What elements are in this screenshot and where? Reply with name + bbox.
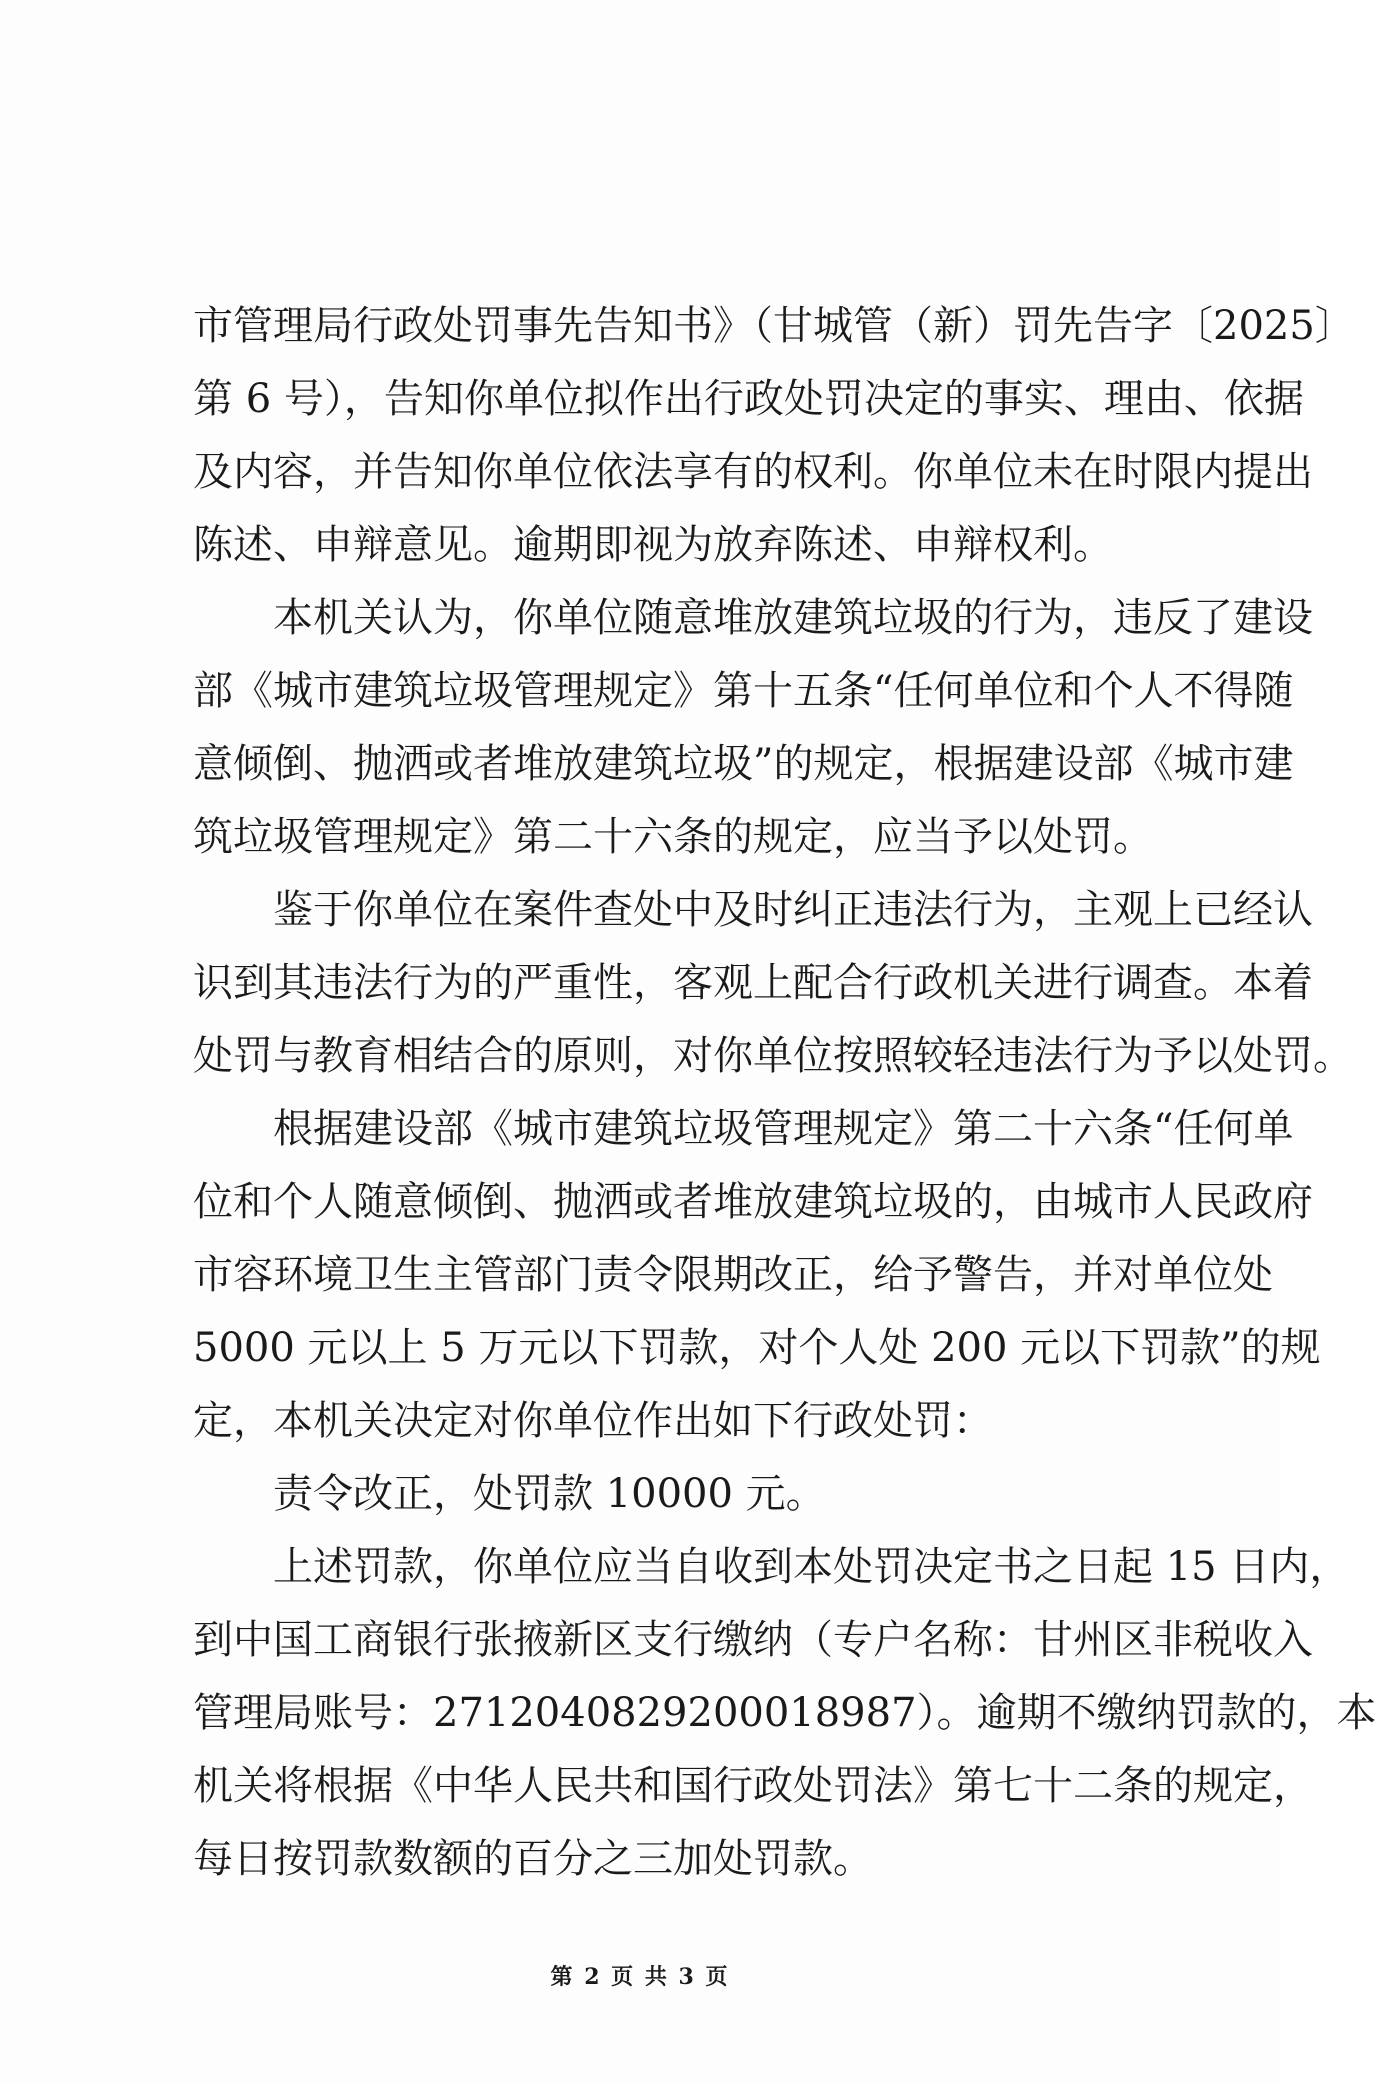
text-line: 意倾倒、抛洒或者堆放建筑垃圾”的规定，根据建设部《城市建 [193,741,1294,787]
text-line: 到中国工商银行张掖新区支行缴纳（专户名称：甘州区非税收入 [193,1617,1313,1663]
text-line: 定，本机关决定对你单位作出如下行政处罚： [193,1398,993,1444]
text-line: 管理局账号：2712040829200018987）。逾期不缴纳罚款的，本 [193,1690,1377,1736]
text-line: 识到其违法行为的严重性，客观上配合行政机关进行调查。本着 [193,960,1313,1006]
page-number: 第 2 页 共 3 页 [550,1964,730,1990]
text-line: 第 6 号），告知你单位拟作出行政处罚决定的事实、理由、依据 [193,376,1304,422]
penalty-line: 责令改正，处罚款 10000 元。 [273,1471,826,1517]
text-line: 处罚与教育相结合的原则，对你单位按照较轻违法行为予以处罚。 [193,1033,1353,1079]
text-line: 及内容，并告知你单位依法享有的权利。你单位未在时限内提出 [193,449,1313,495]
text-line: 机关将根据《中华人民共和国行政处罚法》第七十二条的规定， [193,1763,1313,1809]
text-line: 位和个人随意倾倒、抛洒或者堆放建筑垃圾的，由城市人民政府 [193,1179,1313,1225]
text-line: 上述罚款，你单位应当自收到本处罚决定书之日起 15 日内， [273,1544,1350,1590]
text-line: 5000 元以上 5 万元以下罚款，对个人处 200 元以下罚款”的规 [193,1325,1321,1371]
text-line: 市管理局行政处罚事先告知书》（甘城管（新）罚先告字〔2025〕 [193,303,1355,349]
document-body [193,290,1377,1896]
text-line: 根据建设部《城市建筑垃圾管理规定》第二十六条“任何单 [273,1106,1294,1152]
text-line: 本机关认为，你单位随意堆放建筑垃圾的行为，违反了建设 [273,595,1313,641]
text-line: 鉴于你单位在案件查处中及时纠正违法行为，主观上已经认 [273,887,1313,933]
text-line: 市容环境卫生主管部门责令限期改正，给予警告，并对单位处 [193,1252,1273,1298]
text-line: 筑垃圾管理规定》第二十六条的规定，应当予以处罚。 [193,814,1153,860]
text-line: 陈述、申辩意见。逾期即视为放弃陈述、申辩权利。 [193,522,1113,568]
text-line: 每日按罚款数额的百分之三加处罚款。 [193,1836,873,1882]
text-line: 部《城市建筑垃圾管理规定》第十五条“任何单位和个人不得随 [193,668,1294,714]
